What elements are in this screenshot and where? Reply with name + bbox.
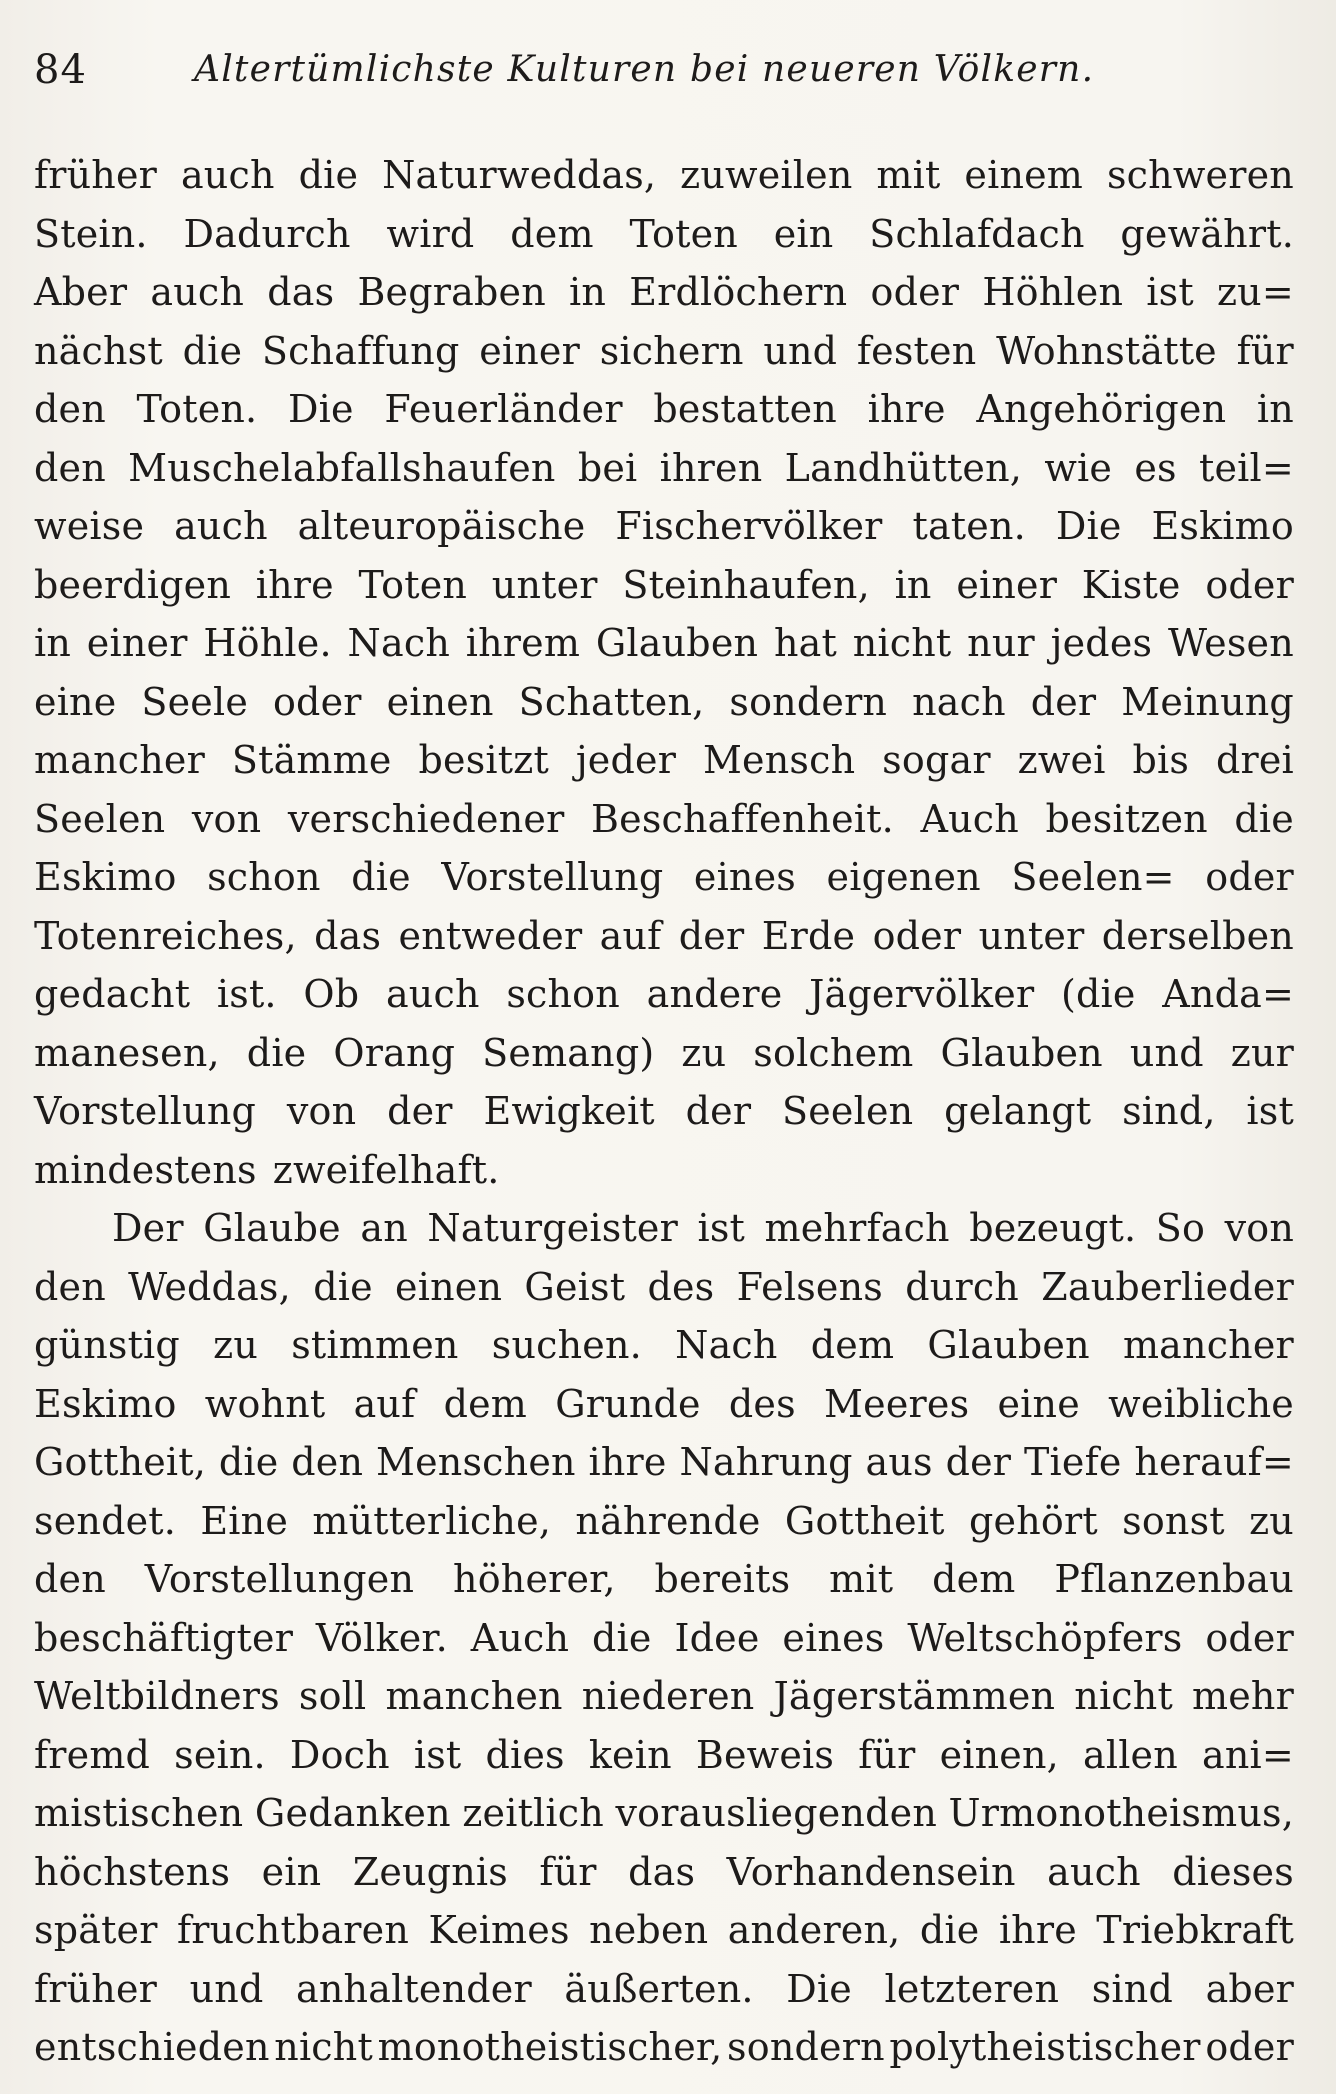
text-line: Gottheit, die den Menschen ihre Nahrung aus der Tiefe herauf= xyxy=(34,1440,1294,1484)
text-line: mindestens zweifelhaft. xyxy=(34,1147,500,1192)
text-line: Stein. Dadurch wird dem Toten ein Schlafdach gewährt. xyxy=(34,211,1294,256)
page-header xyxy=(34,40,1294,100)
text-line: Weltbildners soll manchen niederen Jägerstämmen nicht mehr xyxy=(34,1674,1294,1718)
text-line: entschieden nicht monotheistischer, sondern polytheistischer oder xyxy=(34,2025,1294,2069)
text-line: Totenreiches, das entweder auf der Erde oder unter derselben xyxy=(34,913,1294,958)
running-title: Altertümlichste Kulturen bei neueren Völkern. xyxy=(194,49,1095,90)
text-line: Vorstellung von der Ewigkeit der Seelen gelangt sind, ist xyxy=(34,1089,1294,1133)
text-line: nächst die Schaffung einer sichern und festen Wohnstätte für xyxy=(34,328,1294,373)
text-line: Eskimo wohnt auf dem Grunde des Meeres eine weibliche xyxy=(34,1381,1294,1426)
text-line: gedacht ist. Ob auch schon andere Jägervölker (die Anda= xyxy=(34,972,1294,1016)
text-line: mancher Stämme besitzt jeder Mensch sogar zwei bis drei xyxy=(34,738,1294,782)
text-line: weise auch alteuropäische Fischervölker taten. Die Eskimo xyxy=(34,504,1294,548)
page-number: 84 xyxy=(34,47,87,93)
text-line: Der Glaube an Naturgeister ist mehrfach bezeugt. So von xyxy=(112,1206,1294,1250)
text-line: den Vorstellungen höherer, bereits mit dem Pflanzenbau xyxy=(34,1557,1294,1601)
text-line: Eskimo schon die Vorstellung eines eigenen Seelen= oder xyxy=(34,855,1294,899)
text-line: den Muschelabfallshaufen bei ihren Landhütten, wie es teil= xyxy=(34,445,1294,490)
text-line: den Weddas, die einen Geist des Felsens durch Zauberlieder xyxy=(34,1264,1294,1309)
text-line: günstig zu stimmen suchen. Nach dem Glauben mancher xyxy=(34,1323,1294,1367)
text-line: Seelen von verschiedener Beschaffenheit. Auch besitzen die xyxy=(34,796,1294,841)
text-line: sendet. Eine mütterliche, nährende Gottheit gehört sonst zu xyxy=(34,1498,1294,1543)
paragraph xyxy=(34,1199,1294,2077)
text-line: mistischen Gedanken zeitlich vorausliegenden Urmonotheismus, xyxy=(34,1791,1294,1835)
text-line: eine Seele oder einen Schatten, sondern nach der Meinung xyxy=(34,679,1294,724)
text-line: manesen, die Orang Semang) zu solchem Glauben und zur xyxy=(34,1030,1294,1075)
text-line: früher und anhaltender äußerten. Die letzteren sind aber xyxy=(34,1966,1294,2011)
text-line: früher auch die Naturweddas, zuweilen mit einem schweren xyxy=(34,153,1294,197)
text-line: fremd sein. Doch ist dies kein Beweis für einen, allen ani= xyxy=(34,1732,1294,1777)
text-line: später fruchtbaren Keimes neben anderen, die ihre Triebkraft xyxy=(34,1908,1294,1952)
text-line: in einer Höhle. Nach ihrem Glauben hat nicht nur jedes Wesen xyxy=(34,621,1294,665)
text-line: beschäftigter Völker. Auch die Idee eines Weltschöpfers oder xyxy=(34,1615,1294,1660)
text-line: den Toten. Die Feuerländer bestatten ihre Angehörigen in xyxy=(34,387,1294,431)
text-line: höchstens ein Zeugnis für das Vorhandensein auch dieses xyxy=(34,1849,1294,1894)
text-line: Aber auch das Begraben in Erdlöchern oder Höhlen ist zu= xyxy=(34,270,1294,314)
body-text xyxy=(34,146,1294,2077)
paragraph xyxy=(34,146,1294,1199)
text-line: beerdigen ihre Toten unter Steinhaufen, in einer Kiste oder xyxy=(34,562,1294,607)
